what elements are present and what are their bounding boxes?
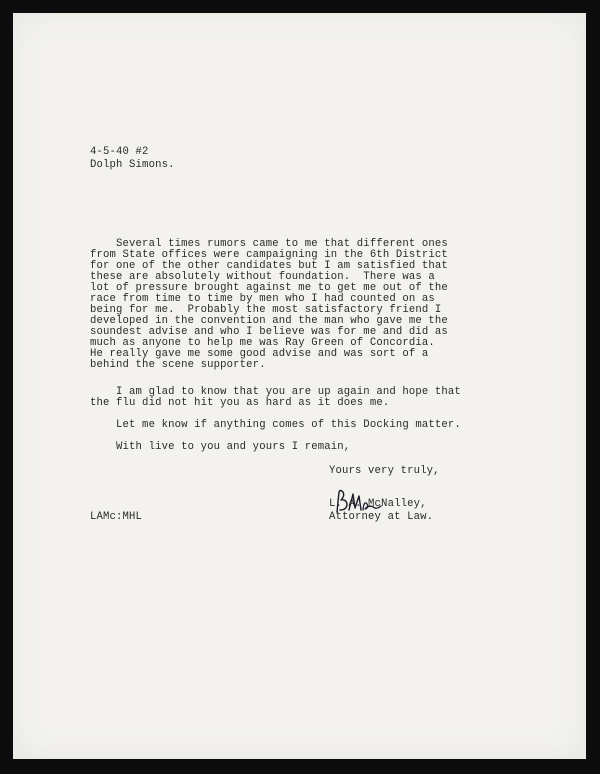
body-line: lot of pressure brought against me to get me out of the xyxy=(90,282,448,294)
body-line: soundest advise and who I believe was for me and did as xyxy=(90,326,448,338)
body-line: the flu did not hit you as hard as it does me. xyxy=(90,397,390,409)
closing: Yours very truly, xyxy=(329,465,440,477)
letter-page xyxy=(13,13,586,759)
body-line: behind the scene supporter. xyxy=(90,359,266,371)
body-line: being for me. Probably the most satisfactory friend I xyxy=(90,304,442,316)
body-line: I am glad to know that you are up again and hope that xyxy=(90,386,461,398)
date-reference: 4-5-40 #2 xyxy=(90,146,149,158)
body-line: for one of the other candidates but I am satisfied that xyxy=(90,260,448,272)
signer-name: L. A. McNalley, xyxy=(329,498,427,510)
body-line: from State offices were campaigning in the 6th District xyxy=(90,249,448,261)
body-line: Several times rumors came to me that different ones xyxy=(90,238,448,250)
body-line: He really gave me some good advise and was sort of a xyxy=(90,348,429,360)
typist-initials: LAMc:MHL xyxy=(90,511,143,523)
body-line: developed in the convention and the man who gave me the xyxy=(90,315,448,327)
body-line: Let me know if anything comes of this Docking matter. xyxy=(90,419,461,431)
signer-title: Attorney at Law. xyxy=(329,511,434,523)
body-line: much as anyone to help me was Ray Green of Concordia. xyxy=(90,337,435,349)
body-line: race from time to time by men who I had counted on as xyxy=(90,293,435,305)
body-line: With live to you and yours I remain, xyxy=(90,441,351,453)
addressee: Dolph Simons. xyxy=(90,159,175,171)
body-line: these are absolutely without foundation. There was a xyxy=(90,271,435,283)
